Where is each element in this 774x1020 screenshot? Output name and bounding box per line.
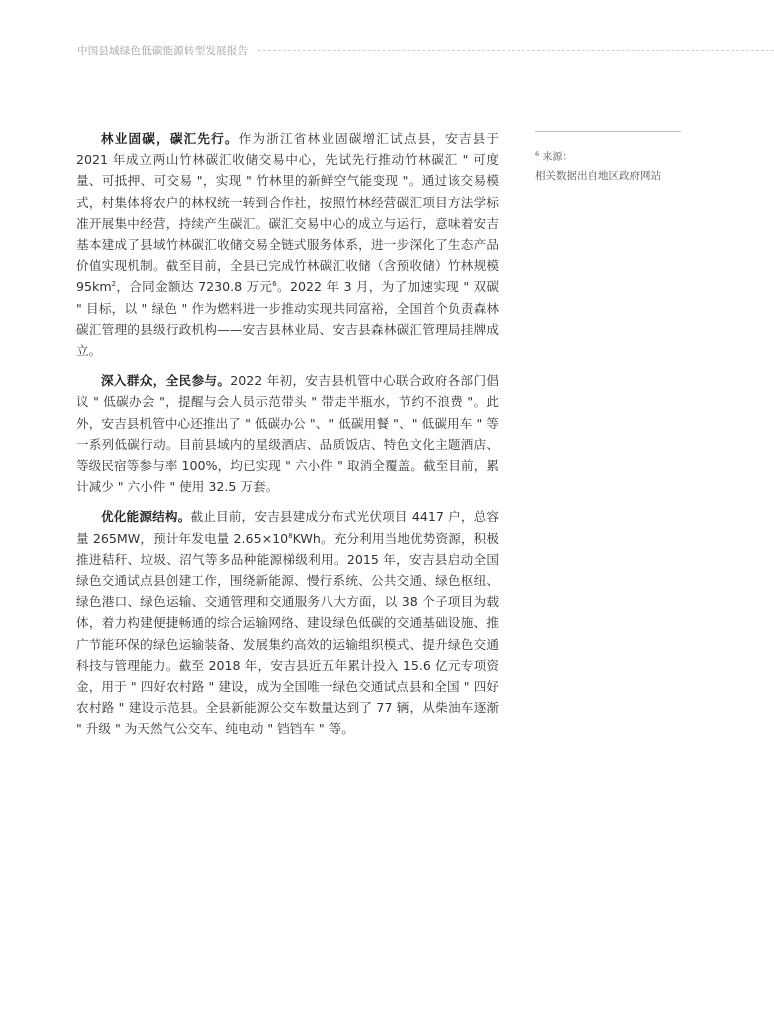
- paragraph-lead: 深入群众，全民参与。: [101, 373, 231, 389]
- paragraph-text: 截止目前，安吉县建成分布式光伏项目 4417 户，总容量 265MW，预计年发电量 2.65×10: [76, 509, 500, 546]
- paragraph-public: [76, 370, 499, 497]
- paragraph-forestry: [76, 128, 499, 361]
- superscript: 8: [288, 531, 293, 540]
- main-text: [76, 128, 499, 749]
- page-header: [77, 43, 774, 58]
- footnote-number: 6: [535, 150, 540, 158]
- paragraph-text: ，合同金额达 7230.8 万元: [116, 279, 273, 295]
- paragraph-text: 作为浙江省林业固碳增汇试点县，安吉县于 2021 年成立两山竹林碳汇收储交易中心，先试先行推动竹林碳汇 " 可度量、可抵押、可交易 "，实现 " 竹林里的新鲜空气能变现 "。通过该交易模式，村集体将农户的林权统一转到合作社，按照竹林经营碳汇项目方法学标准开展集中经营，持续产生碳汇。碳汇交易中心的成立与运行，意味着安吉基本建成了县域竹林碳汇收储交易全链式服务体系，进一步深化了生态产品价值实现机制。截至目前，全县已完成竹林碳汇收储（含预收储）竹林规模 95km: [76, 131, 500, 295]
- footnote-text: 相关数据出自地区政府网站: [535, 170, 661, 182]
- footnote-label: [535, 151, 681, 165]
- header-divider: [258, 50, 774, 51]
- paragraph-text: 2022 年初，安吉县机管中心联合政府各部门倡议 " 低碳办会 "，提醒与会人员示范带头 " 带走半瓶水，节约不浪费 "。此外，安吉县机管中心还推出了 " 低碳办公 "、" 低碳用餐 "、" 低碳用车 " 等一系列低碳行动。目前县域内的星级酒店、品质饭店、特色文化主题酒店、等级民宿等参与率 100%，均已实现 " 六小件 " 取消全覆盖。截至目前，累计减少 " 六小件 " 使用 32.5 万套。: [76, 373, 499, 495]
- sidenote-divider: [535, 131, 681, 132]
- footnote-ref: 6: [272, 280, 277, 289]
- paragraph-text: 。2022 年 3 月，为了加速实现 " 双碳 " 目标，以 " 绿色 " 作为燃料进一步推动实现共同富裕，全国首个负责森林碳汇管理的县级行政机构——安吉县林业局、安吉县森林碳汇管理局挂牌成立。: [76, 279, 499, 359]
- paragraph-text: KWh。充分利用当地优势资源，积极推进秸秆、垃圾、沼气等多品种能源梯级利用。2015 年，安吉县启动全国绿色交通试点县创建工作，围绕新能源、慢行系统、公共交通、绿色枢纽、绿色港口、绿色运输、交通管理和交通服务八大方面，以 38 个子项目为载体，着力构建便捷畅通的综合运输网络、建设绿色低碳的交通基础设施、推广节能环保的绿色运输装备、发展集约高效的运输组织模式、提升绿色交通科技与管理能力。截至 2018 年，安吉县近五年累计投入 15.6 亿元专项资金，用于 " 四好农村路 " 建设，成为全国唯一绿色交通试点县和全国 " 四好农村路 " 建设示范县。全县新能源公交车数量达到了 77 辆，从柴油车逐渐 " 升级 " 为天然气公交车、纯电动 " 铛铛车 " 等。: [76, 530, 499, 737]
- paragraph-lead: 林业固碳，碳汇先行。: [101, 131, 239, 146]
- sidenote: [535, 131, 681, 183]
- report-title: 中国县域绿色低碳能源转型发展报告: [77, 45, 249, 57]
- footnote-label-text: 来源：: [542, 152, 573, 163]
- paragraph-lead: 优化能源结构。: [101, 509, 191, 525]
- paragraph-energy: [76, 506, 499, 739]
- superscript: 2: [111, 280, 117, 289]
